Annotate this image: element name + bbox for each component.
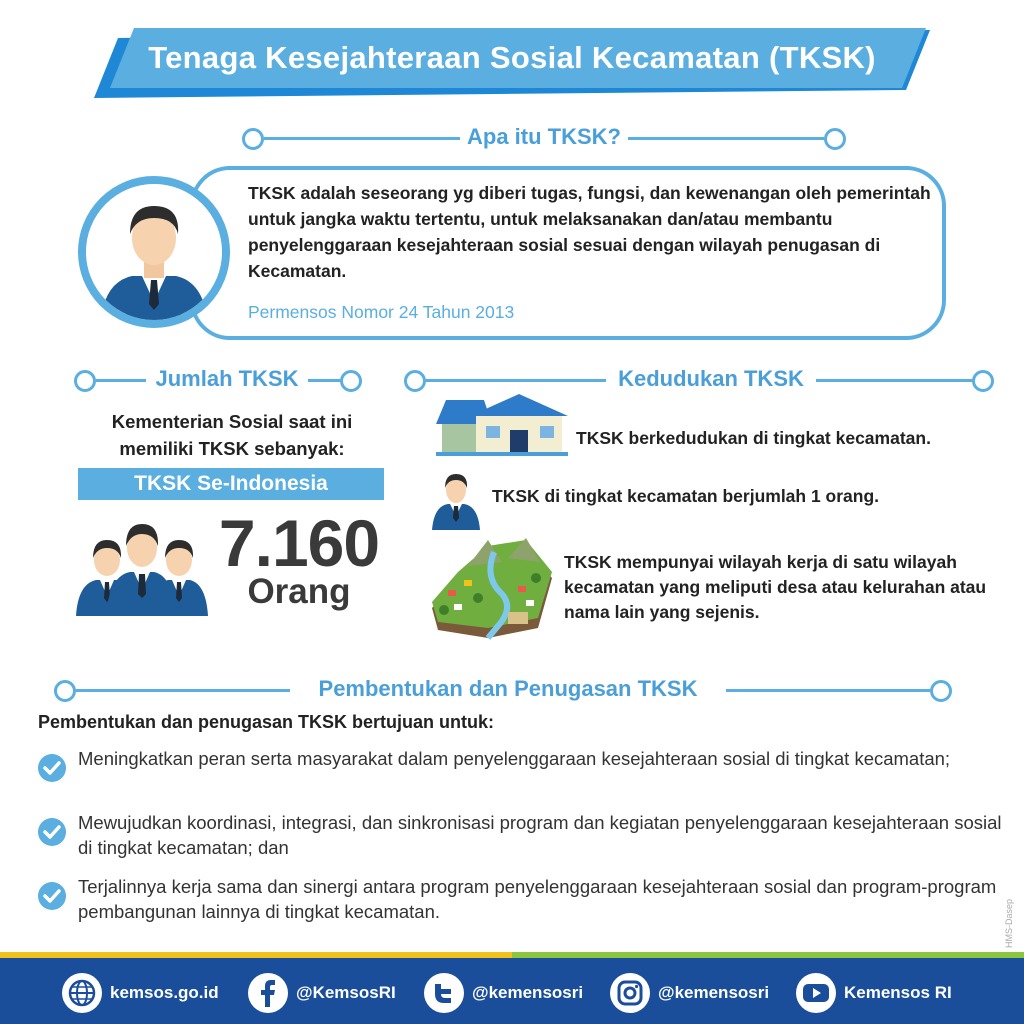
footer-instagram[interactable]: @kemensosri [610,973,769,1013]
goal-item: Mewujudkan koordinasi, integrasi, dan sinkronisasi program dan kegiatan penyelenggaraan kesejahteraan sosial di tingkat kecamatan; dan [38,810,1008,862]
instagram-icon [610,973,650,1013]
person-icon [430,470,482,530]
check-circle-icon [38,818,66,846]
jumlah-intro: Kementerian Sosial saat ini memiliki TKSK sebanyak: [111,411,353,459]
check-circle-icon [38,754,66,782]
tksk-indonesia-bar: TKSK Se-Indonesia [78,468,384,500]
kedudukan-item-1: TKSK berkedudukan di tingkat kecamatan. [576,428,931,448]
definition-text: TKSK adalah seseorang yg diberi tugas, fungsi, dan kewenangan oleh pemerintah untuk jangka waktu tertentu, untuk melaksanakan dan/atau membantu penyelenggaraan kesejahteraan sosial sesuai dengan wilayah penugasan di Kecamatan. [248,183,931,281]
avatar [78,176,230,328]
definition-source: Permensos Nomor 24 Tahun 2013 [248,302,515,322]
globe-icon [62,973,102,1013]
footer-twitter[interactable]: @kemensosri [424,973,583,1013]
title-banner [94,28,930,100]
page-title: Tenaga Kesejahteraan Sosial Kecamatan (TKSK) [148,40,876,75]
section-heading-pembentukan: Pembentukan dan Penugasan TKSK [54,676,952,706]
businessman-icon [86,184,222,320]
tksk-count-unit: Orang [247,572,351,611]
twitter-icon [424,973,464,1013]
facebook-icon [248,973,288,1013]
kedudukan-item-2: TKSK di tingkat kecamatan berjumlah 1 orang. [492,486,880,506]
section-heading-apa: Apa itu TKSK? [242,124,846,154]
group-people-icon [74,512,208,616]
goal-item: Meningkatkan peran serta masyarakat dalam penyelenggaraan kesejahteraan sosial di tingkat kecamatan; [38,746,1008,798]
footer-facebook[interactable]: @KemsosRI [248,973,396,1013]
house-icon [436,392,568,456]
goal-item: Terjalinnya kerja sama dan sinergi antara program penyelenggaraan kesejahteraan sosial dan program-program pembangunan lainnya di tingkat kecamatan. [38,874,1008,926]
credit-text: HMS-Dasep [1004,898,1014,948]
pembentukan-intro: Pembentukan dan penugasan TKSK bertujuan untuk: [38,712,495,732]
footer-website[interactable]: kemsos.go.id [62,973,219,1013]
youtube-icon [796,973,836,1013]
landscape-icon [428,538,556,644]
tksk-count: 7.160 [218,506,380,580]
section-heading-jumlah: Jumlah TKSK [74,366,362,396]
kedudukan-item-3: TKSK mempunyai wilayah kerja di satu wilayah kecamatan yang meliputi desa atau kelurahan atau nama lain yang sejenis. [564,552,987,622]
check-circle-icon [38,882,66,910]
footer-youtube[interactable]: Kemensos RI [796,973,952,1013]
section-heading-kedudukan: Kedudukan TKSK [404,366,994,396]
